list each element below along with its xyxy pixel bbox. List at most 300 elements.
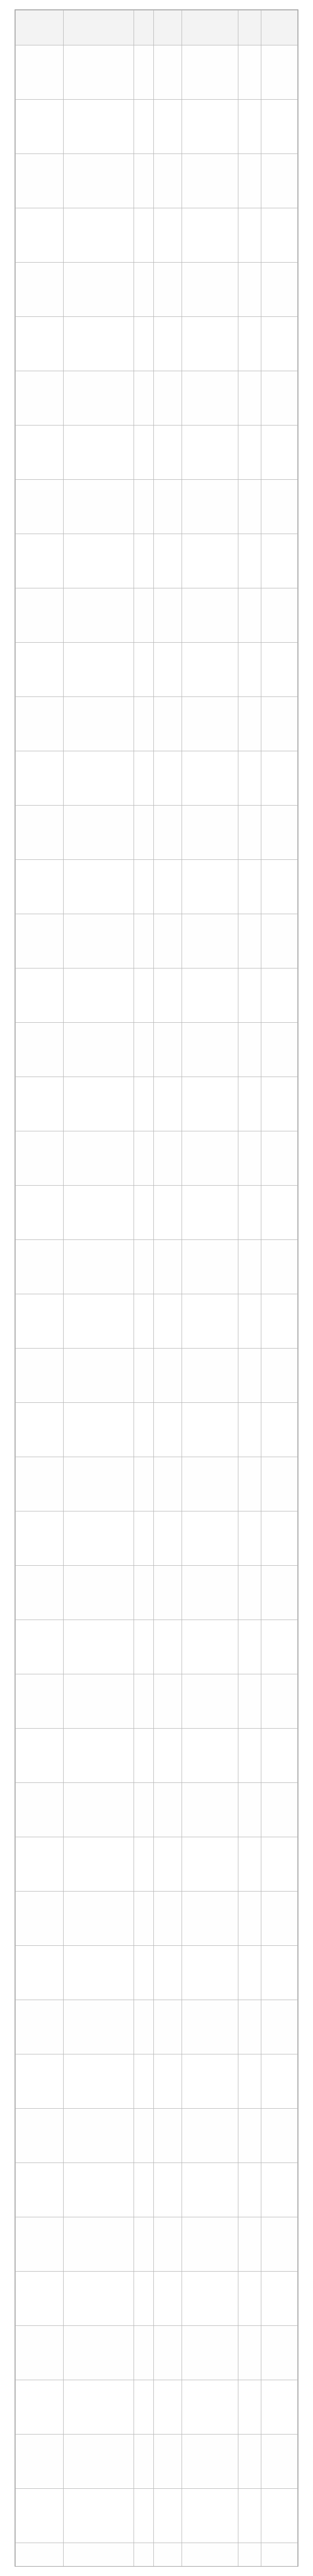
table-cell-col-4 — [154, 2543, 182, 2567]
table-cell-col-4 — [154, 2217, 182, 2272]
table-cell-col-3 — [134, 2054, 154, 2109]
table-cell-col-4 — [154, 1783, 182, 1837]
table-cell-col-5 — [182, 1620, 238, 1674]
table-cell-col-1 — [16, 1783, 64, 1837]
table-cell-col-7 — [261, 914, 297, 968]
table-cell-col-1 — [16, 860, 64, 914]
table-cell-col-3 — [134, 588, 154, 643]
table-cell-col-4 — [154, 154, 182, 208]
table-cell-col-4 — [154, 1186, 182, 1240]
table-row — [16, 914, 298, 968]
table-cell-col-6 — [238, 2326, 261, 2380]
table-cell-col-4 — [154, 1892, 182, 1946]
table-cell-col-4 — [154, 2054, 182, 2109]
table-cell-col-5 — [182, 1674, 238, 1729]
table-cell-col-7 — [261, 2543, 297, 2567]
table-cell-col-6 — [238, 2000, 261, 2054]
table-row — [16, 2326, 298, 2380]
table-cell-col-3 — [134, 208, 154, 263]
table-row — [16, 154, 298, 208]
table-cell-col-5 — [182, 45, 238, 100]
table-cell-col-7 — [261, 1783, 297, 1837]
table-cell-col-5 — [182, 1403, 238, 1457]
table-cell-col-5 — [182, 208, 238, 263]
table-cell-col-7 — [261, 1403, 297, 1457]
table-cell-col-3 — [134, 643, 154, 697]
table-cell-col-4 — [154, 2326, 182, 2380]
table-row — [16, 697, 298, 751]
table-cell-col-7 — [261, 534, 297, 588]
table-cell-col-3 — [134, 1729, 154, 1783]
table-cell-col-7 — [261, 860, 297, 914]
table-cell-col-1 — [16, 1892, 64, 1946]
table-cell-col-3 — [134, 751, 154, 806]
table-cell-col-2 — [63, 1131, 134, 1186]
table-cell-col-2 — [63, 751, 134, 806]
table-cell-col-1 — [16, 914, 64, 968]
table-row — [16, 317, 298, 371]
table-cell-col-3 — [134, 697, 154, 751]
table-cell-col-4 — [154, 100, 182, 154]
table-row — [16, 1131, 298, 1186]
table-cell-col-7 — [261, 751, 297, 806]
table-cell-col-4 — [154, 1294, 182, 1349]
table-cell-col-6 — [238, 1674, 261, 1729]
table-row — [16, 1674, 298, 1729]
table-row — [16, 1946, 298, 2000]
table-cell-col-2 — [63, 2054, 134, 2109]
table-cell-col-6 — [238, 2217, 261, 2272]
table-cell-col-5 — [182, 263, 238, 317]
table-cell-col-2 — [63, 317, 134, 371]
table-cell-col-3 — [134, 1240, 154, 1294]
table-cell-col-7 — [261, 2054, 297, 2109]
table-cell-col-5 — [182, 2435, 238, 2489]
table-body — [16, 45, 298, 2567]
table-cell-col-5 — [182, 2000, 238, 2054]
table-cell-col-4 — [154, 1946, 182, 2000]
table-cell-col-5 — [182, 1783, 238, 1837]
table-cell-col-5 — [182, 588, 238, 643]
table-cell-col-3 — [134, 1837, 154, 1892]
table-row — [16, 1620, 298, 1674]
table-cell-col-6 — [238, 2489, 261, 2543]
table-cell-col-3 — [134, 1186, 154, 1240]
table-cell-col-5 — [182, 1892, 238, 1946]
table-row — [16, 2272, 298, 2326]
table-row — [16, 1023, 298, 1077]
table-cell-col-2 — [63, 806, 134, 860]
table-cell-col-4 — [154, 2380, 182, 2435]
table-cell-col-6 — [238, 1403, 261, 1457]
table-cell-col-6 — [238, 1349, 261, 1403]
table-row — [16, 2109, 298, 2163]
table-cell-col-6 — [238, 1511, 261, 1566]
table-cell-col-6 — [238, 45, 261, 100]
table-cell-col-1 — [16, 968, 64, 1023]
table-cell-col-1 — [16, 588, 64, 643]
table-cell-col-1 — [16, 2000, 64, 2054]
table-cell-col-2 — [63, 1294, 134, 1349]
table-cell-col-5 — [182, 968, 238, 1023]
table-cell-col-2 — [63, 860, 134, 914]
table-cell-col-7 — [261, 1186, 297, 1240]
table-cell-col-1 — [16, 1077, 64, 1131]
table-cell-col-1 — [16, 1349, 64, 1403]
table-cell-col-3 — [134, 2435, 154, 2489]
table-cell-col-3 — [134, 860, 154, 914]
table-cell-col-6 — [238, 426, 261, 480]
table-row — [16, 1892, 298, 1946]
table-row — [16, 1729, 298, 1783]
table-cell-col-5 — [182, 100, 238, 154]
table-cell-col-5 — [182, 371, 238, 426]
table-cell-col-5 — [182, 480, 238, 534]
table-cell-col-1 — [16, 1837, 64, 1892]
table-cell-col-1 — [16, 2272, 64, 2326]
table-cell-col-2 — [63, 1457, 134, 1511]
table-cell-col-7 — [261, 154, 297, 208]
table-cell-col-2 — [63, 643, 134, 697]
table-cell-col-1 — [16, 1511, 64, 1566]
table-cell-col-7 — [261, 317, 297, 371]
table-cell-col-4 — [154, 1674, 182, 1729]
column-header-6 — [238, 10, 261, 45]
table-cell-col-5 — [182, 2489, 238, 2543]
table-cell-col-5 — [182, 1023, 238, 1077]
table-cell-col-6 — [238, 1457, 261, 1511]
table-cell-col-1 — [16, 2489, 64, 2543]
table-cell-col-7 — [261, 1566, 297, 1620]
table-cell-col-6 — [238, 1620, 261, 1674]
table-cell-col-5 — [182, 914, 238, 968]
table-row — [16, 1783, 298, 1837]
table-cell-col-4 — [154, 426, 182, 480]
table-cell-col-1 — [16, 1240, 64, 1294]
table-cell-col-5 — [182, 1837, 238, 1892]
table-cell-col-3 — [134, 1783, 154, 1837]
table-cell-col-7 — [261, 263, 297, 317]
table-cell-col-7 — [261, 1131, 297, 1186]
table-cell-col-1 — [16, 806, 64, 860]
table-row — [16, 1240, 298, 1294]
table-cell-col-4 — [154, 751, 182, 806]
table-cell-col-3 — [134, 1457, 154, 1511]
table-row — [16, 534, 298, 588]
table-cell-col-5 — [182, 1729, 238, 1783]
table-cell-col-1 — [16, 45, 64, 100]
table-cell-col-1 — [16, 697, 64, 751]
table-cell-col-1 — [16, 2435, 64, 2489]
table-cell-col-6 — [238, 1566, 261, 1620]
table-cell-col-5 — [182, 697, 238, 751]
table-cell-col-2 — [63, 2489, 134, 2543]
table-cell-col-6 — [238, 914, 261, 968]
table-cell-col-5 — [182, 806, 238, 860]
table-cell-col-1 — [16, 154, 64, 208]
table-cell-col-2 — [63, 45, 134, 100]
table-cell-col-6 — [238, 154, 261, 208]
table-row — [16, 2435, 298, 2489]
table-cell-col-1 — [16, 1403, 64, 1457]
table-row — [16, 806, 298, 860]
table-cell-col-2 — [63, 1620, 134, 1674]
table-cell-col-2 — [63, 2272, 134, 2326]
table-cell-col-3 — [134, 2163, 154, 2217]
table-cell-col-6 — [238, 2380, 261, 2435]
table-cell-col-4 — [154, 1403, 182, 1457]
table-cell-col-7 — [261, 1077, 297, 1131]
table-cell-col-7 — [261, 697, 297, 751]
table-cell-col-7 — [261, 1729, 297, 1783]
table-cell-col-5 — [182, 1946, 238, 2000]
table-cell-col-1 — [16, 1186, 64, 1240]
table-cell-col-7 — [261, 968, 297, 1023]
table-cell-col-7 — [261, 371, 297, 426]
table-cell-col-6 — [238, 1240, 261, 1294]
table-cell-col-6 — [238, 317, 261, 371]
table-cell-col-1 — [16, 2326, 64, 2380]
table-cell-col-1 — [16, 1131, 64, 1186]
table-cell-col-1 — [16, 1023, 64, 1077]
table-cell-col-1 — [16, 263, 64, 317]
table-cell-col-6 — [238, 1837, 261, 1892]
table-cell-col-4 — [154, 1511, 182, 1566]
table-cell-col-1 — [16, 100, 64, 154]
table-cell-col-6 — [238, 1077, 261, 1131]
table-row — [16, 2163, 298, 2217]
table-cell-col-7 — [261, 1892, 297, 1946]
table-cell-col-4 — [154, 2435, 182, 2489]
table-cell-col-6 — [238, 208, 261, 263]
table-cell-col-3 — [134, 1023, 154, 1077]
table-cell-col-3 — [134, 1946, 154, 2000]
table-cell-col-4 — [154, 2272, 182, 2326]
table-cell-col-2 — [63, 968, 134, 1023]
table-cell-col-6 — [238, 860, 261, 914]
table-cell-col-6 — [238, 2163, 261, 2217]
table-cell-col-3 — [134, 1620, 154, 1674]
table-cell-col-3 — [134, 968, 154, 1023]
table-cell-col-7 — [261, 2163, 297, 2217]
column-header-2 — [63, 10, 134, 45]
table-row — [16, 263, 298, 317]
table-cell-col-2 — [63, 2543, 134, 2567]
table-cell-col-7 — [261, 2272, 297, 2326]
table-cell-col-4 — [154, 263, 182, 317]
table-row — [16, 860, 298, 914]
table-cell-col-5 — [182, 643, 238, 697]
table-cell-col-2 — [63, 1783, 134, 1837]
table-cell-col-6 — [238, 1023, 261, 1077]
table-cell-col-1 — [16, 2543, 64, 2567]
table-cell-col-2 — [63, 2163, 134, 2217]
table-cell-col-2 — [63, 1837, 134, 1892]
table-cell-col-5 — [182, 1511, 238, 1566]
table-cell-col-3 — [134, 154, 154, 208]
table-cell-col-7 — [261, 806, 297, 860]
table-cell-col-3 — [134, 2380, 154, 2435]
table-cell-col-3 — [134, 263, 154, 317]
table-cell-col-5 — [182, 534, 238, 588]
table-cell-col-4 — [154, 45, 182, 100]
table-cell-col-4 — [154, 1729, 182, 1783]
table-cell-col-1 — [16, 1946, 64, 2000]
table-cell-col-7 — [261, 1349, 297, 1403]
table-cell-col-1 — [16, 1620, 64, 1674]
table-cell-col-5 — [182, 1349, 238, 1403]
column-header-7 — [261, 10, 297, 45]
table-cell-col-6 — [238, 1294, 261, 1349]
table-cell-col-5 — [182, 2109, 238, 2163]
table-cell-col-3 — [134, 1294, 154, 1349]
table-cell-col-2 — [63, 588, 134, 643]
table-cell-col-2 — [63, 697, 134, 751]
table-cell-col-6 — [238, 263, 261, 317]
table-cell-col-1 — [16, 480, 64, 534]
table-cell-col-5 — [182, 1186, 238, 1240]
table-cell-col-3 — [134, 2326, 154, 2380]
table-row — [16, 1511, 298, 1566]
table-cell-col-5 — [182, 1294, 238, 1349]
table-cell-col-3 — [134, 2000, 154, 2054]
table-cell-col-7 — [261, 588, 297, 643]
table-row — [16, 1457, 298, 1511]
table-cell-col-6 — [238, 2272, 261, 2326]
table-row — [16, 643, 298, 697]
table-cell-col-1 — [16, 1457, 64, 1511]
table-cell-col-5 — [182, 1077, 238, 1131]
table-cell-col-2 — [63, 1023, 134, 1077]
table-cell-col-3 — [134, 1566, 154, 1620]
table-cell-col-7 — [261, 2435, 297, 2489]
table-cell-col-5 — [182, 1131, 238, 1186]
table-row — [16, 751, 298, 806]
table-cell-col-3 — [134, 2543, 154, 2567]
table-cell-col-3 — [134, 914, 154, 968]
table-cell-col-3 — [134, 100, 154, 154]
table-cell-col-7 — [261, 1674, 297, 1729]
table-cell-col-2 — [63, 914, 134, 968]
table-cell-col-1 — [16, 2054, 64, 2109]
table-cell-col-4 — [154, 1566, 182, 1620]
table-cell-col-2 — [63, 1511, 134, 1566]
table-cell-col-6 — [238, 1892, 261, 1946]
table-cell-col-3 — [134, 806, 154, 860]
table-cell-col-4 — [154, 1077, 182, 1131]
table-cell-col-6 — [238, 371, 261, 426]
table-cell-col-6 — [238, 643, 261, 697]
table-cell-col-2 — [63, 1349, 134, 1403]
table-cell-col-7 — [261, 1457, 297, 1511]
table-cell-col-3 — [134, 2272, 154, 2326]
table-cell-col-7 — [261, 2217, 297, 2272]
table-cell-col-2 — [63, 154, 134, 208]
table-row — [16, 2380, 298, 2435]
table-cell-col-4 — [154, 968, 182, 1023]
table-cell-col-6 — [238, 697, 261, 751]
table-cell-col-1 — [16, 426, 64, 480]
table-row — [16, 1566, 298, 1620]
table-cell-col-3 — [134, 1892, 154, 1946]
table-row — [16, 2054, 298, 2109]
table-cell-col-2 — [63, 371, 134, 426]
table-cell-col-5 — [182, 2054, 238, 2109]
table-row — [16, 1349, 298, 1403]
table-cell-col-7 — [261, 1294, 297, 1349]
table-cell-col-2 — [63, 1403, 134, 1457]
table-cell-col-2 — [63, 100, 134, 154]
table-cell-col-5 — [182, 2163, 238, 2217]
table-cell-col-7 — [261, 208, 297, 263]
table-cell-col-7 — [261, 45, 297, 100]
table-row — [16, 371, 298, 426]
table-cell-col-3 — [134, 45, 154, 100]
table-cell-col-4 — [154, 317, 182, 371]
table-cell-col-7 — [261, 2326, 297, 2380]
table-cell-col-6 — [238, 751, 261, 806]
header-row — [16, 10, 298, 45]
table-cell-col-5 — [182, 2380, 238, 2435]
table-cell-col-6 — [238, 534, 261, 588]
table-cell-col-2 — [63, 2326, 134, 2380]
table-cell-col-7 — [261, 1946, 297, 2000]
table-row — [16, 2217, 298, 2272]
table-cell-col-4 — [154, 2109, 182, 2163]
table-cell-col-1 — [16, 1566, 64, 1620]
table-cell-col-5 — [182, 2326, 238, 2380]
table-cell-col-2 — [63, 2000, 134, 2054]
table-cell-col-6 — [238, 1186, 261, 1240]
table-cell-col-3 — [134, 2489, 154, 2543]
table-cell-col-7 — [261, 1837, 297, 1892]
table-cell-col-7 — [261, 100, 297, 154]
table-row — [16, 2543, 298, 2567]
table-cell-col-4 — [154, 1023, 182, 1077]
column-header-5 — [182, 10, 238, 45]
table-cell-col-5 — [182, 2543, 238, 2567]
table-cell-col-5 — [182, 426, 238, 480]
table-cell-col-2 — [63, 2435, 134, 2489]
table-row — [16, 1077, 298, 1131]
table-cell-col-2 — [63, 2217, 134, 2272]
table-cell-col-1 — [16, 371, 64, 426]
table-cell-col-4 — [154, 208, 182, 263]
table-cell-col-6 — [238, 2109, 261, 2163]
table-cell-col-3 — [134, 1349, 154, 1403]
table-cell-col-2 — [63, 534, 134, 588]
table-row — [16, 588, 298, 643]
table-cell-col-7 — [261, 480, 297, 534]
table-cell-col-1 — [16, 2217, 64, 2272]
registry-table-wrapper — [15, 9, 298, 2567]
table-cell-col-2 — [63, 1240, 134, 1294]
table-cell-col-2 — [63, 1566, 134, 1620]
table-cell-col-3 — [134, 2217, 154, 2272]
table-cell-col-4 — [154, 914, 182, 968]
table-row — [16, 1403, 298, 1457]
table-cell-col-7 — [261, 2000, 297, 2054]
table-cell-col-2 — [63, 1729, 134, 1783]
table-cell-col-4 — [154, 860, 182, 914]
table-cell-col-3 — [134, 1511, 154, 1566]
table-cell-col-6 — [238, 1729, 261, 1783]
table-cell-col-7 — [261, 2489, 297, 2543]
table-cell-col-2 — [63, 208, 134, 263]
table-cell-col-4 — [154, 643, 182, 697]
table-cell-col-7 — [261, 643, 297, 697]
table-cell-col-4 — [154, 1349, 182, 1403]
